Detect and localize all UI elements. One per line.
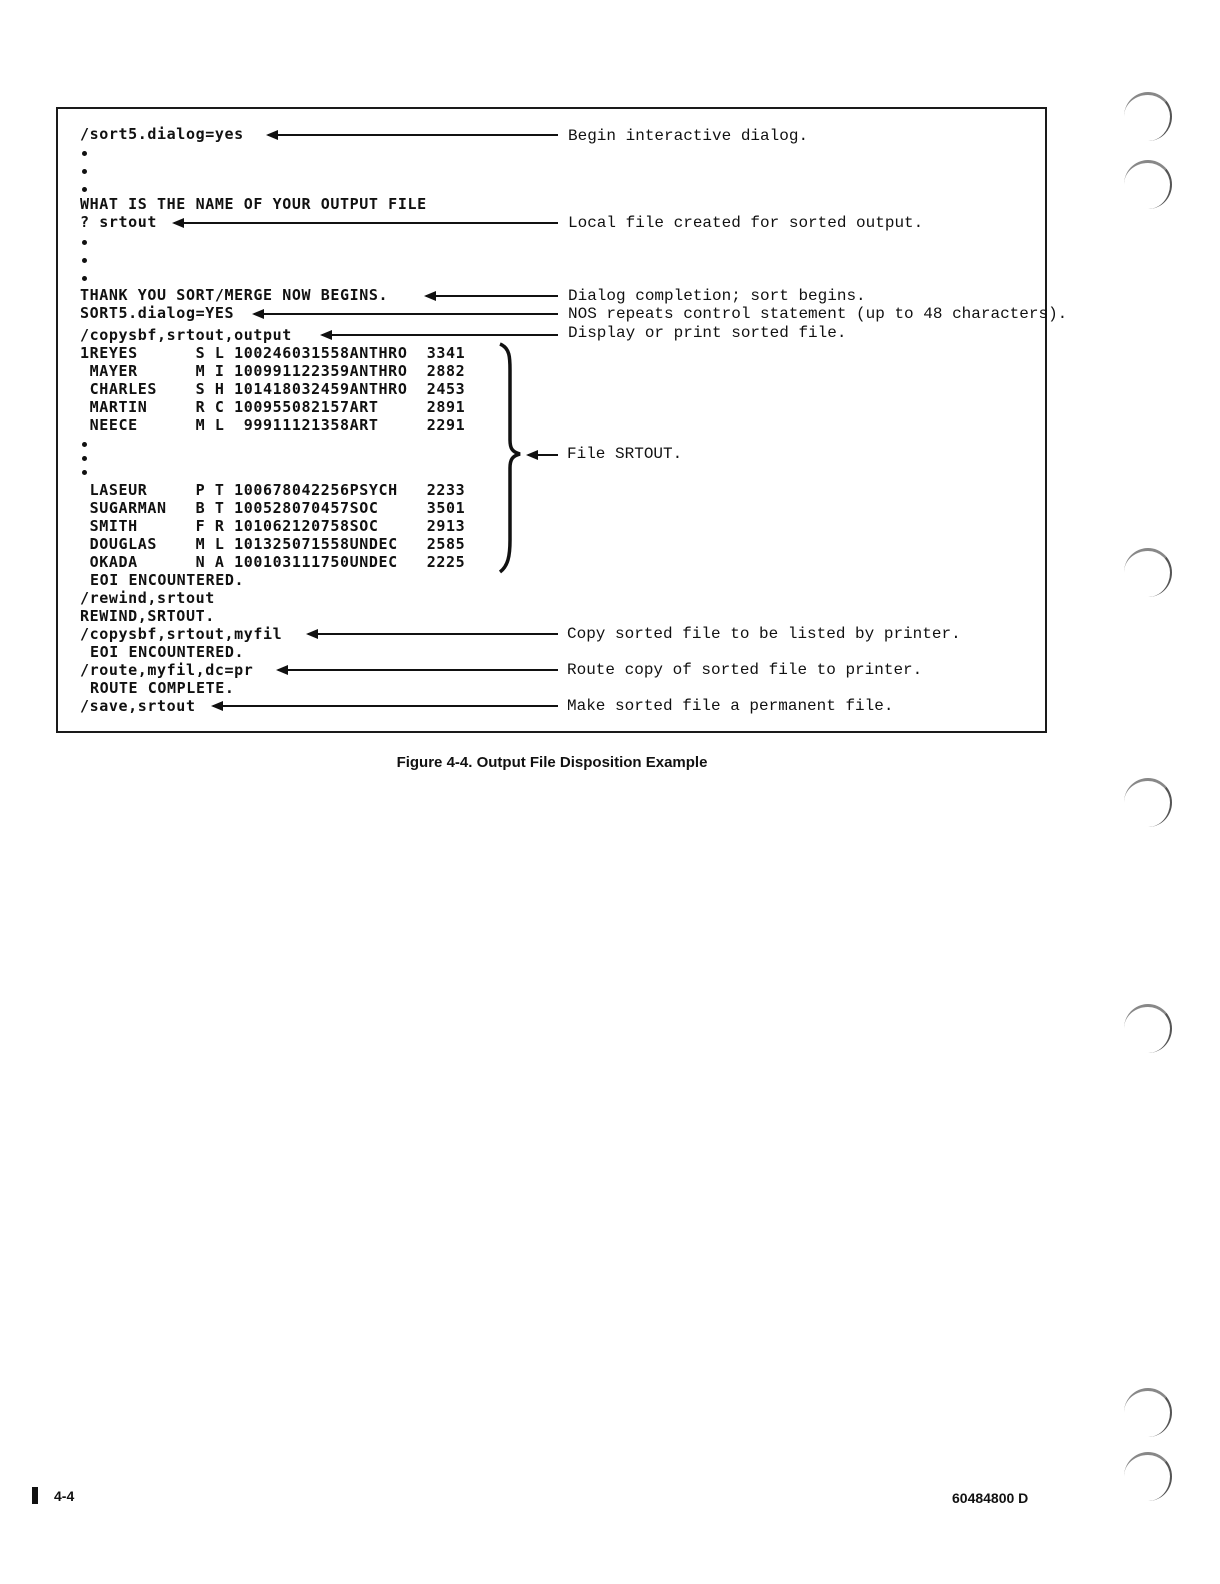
binder-hole	[1124, 1004, 1172, 1053]
annotation-file-srtout: File SRTOUT.	[567, 445, 683, 463]
ellipsis-dot	[82, 169, 87, 174]
record-line: MAYER M I 100991122359ANTHRO 2882	[80, 362, 466, 380]
ellipsis-dot	[82, 470, 87, 475]
route-response: ROUTE COMPLETE.	[90, 679, 235, 697]
cmd-sort: /sort5.dialog=yes	[80, 125, 244, 143]
left-arrow-icon	[426, 295, 558, 297]
cmd-copy-output: /copysbf,srtout,output	[80, 326, 292, 344]
document-number: 60484800 D	[952, 1490, 1029, 1506]
binder-hole	[1124, 548, 1172, 597]
left-arrow-icon	[174, 222, 558, 224]
binder-hole	[1124, 1388, 1172, 1437]
record-line: SMITH F R 101062120758SOC 2913	[80, 517, 466, 535]
question-output-file: WHAT IS THE NAME OF YOUR OUTPUT FILE	[80, 195, 427, 213]
ellipsis-dot	[82, 456, 87, 461]
binder-hole	[1124, 778, 1172, 827]
binder-hole	[1124, 1452, 1172, 1501]
ellipsis-dot	[82, 151, 87, 156]
ellipsis-dot	[82, 276, 87, 281]
record-line: SUGARMAN B T 100528070457SOC 3501	[80, 499, 466, 517]
eoi-line: EOI ENCOUNTERED.	[90, 643, 245, 661]
binder-hole	[1124, 160, 1172, 209]
left-arrow-icon	[268, 134, 558, 136]
annotation-dialog-done: Dialog completion; sort begins.	[568, 287, 866, 305]
thank-you-line: THANK YOU SORT/MERGE NOW BEGINS.	[80, 286, 389, 304]
right-brace-icon	[494, 340, 530, 576]
record-line: NEECE M L 99911121358ART 2291	[80, 416, 466, 434]
left-arrow-icon	[278, 669, 558, 671]
record-line: OKADA N A 100103111750UNDEC 2225	[80, 553, 466, 571]
record-line: 1REYES S L 100246031558ANTHRO 3341	[80, 344, 466, 362]
echo-sort-line: SORT5.dialog=YES	[80, 304, 235, 322]
annotation-route-printer: Route copy of sorted file to printer.	[567, 661, 923, 679]
cmd-rewind: /rewind,srtout	[80, 589, 215, 607]
cmd-route: /route,myfil,dc=pr	[80, 661, 254, 679]
left-arrow-icon	[254, 313, 558, 315]
annotation-make-permanent: Make sorted file a permanent file.	[567, 697, 894, 715]
ellipsis-dot	[82, 187, 87, 192]
left-arrow-icon	[528, 454, 558, 456]
answer-output-file: ? srtout	[80, 213, 158, 231]
cmd-save: /save,srtout	[80, 697, 196, 715]
ellipsis-dot	[82, 240, 87, 245]
ellipsis-dot	[82, 442, 87, 447]
record-line: MARTIN R C 100955082157ART 2891	[80, 398, 466, 416]
record-line: DOUGLAS M L 101325071558UNDEC 2585	[80, 535, 466, 553]
rewind-response: REWIND,SRTOUT.	[80, 607, 215, 625]
left-arrow-icon	[213, 705, 558, 707]
annotation-display: Display or print sorted file.	[568, 324, 847, 342]
annotation-copy-printer: Copy sorted file to be listed by printer.	[567, 625, 961, 643]
left-arrow-icon	[308, 633, 558, 635]
figure-caption: Figure 4-4. Output File Disposition Example	[396, 754, 708, 771]
annotation-begin: Begin interactive dialog.	[568, 127, 809, 145]
left-arrow-icon	[322, 334, 558, 336]
annotation-local-file: Local file created for sorted output.	[568, 214, 924, 232]
cmd-copy-myfil: /copysbf,srtout,myfil	[80, 625, 283, 643]
record-line: LASEUR P T 100678042256PSYCH 2233	[80, 481, 466, 499]
binder-hole	[1124, 92, 1172, 141]
annotation-nos-repeats: NOS repeats control statement (up to 48 characters).	[568, 305, 1068, 323]
page-number: 4-4	[54, 1488, 75, 1504]
ellipsis-dot	[82, 258, 87, 263]
record-line: CHARLES S H 101418032459ANTHRO 2453	[80, 380, 466, 398]
eoi-line: EOI ENCOUNTERED.	[90, 571, 245, 589]
